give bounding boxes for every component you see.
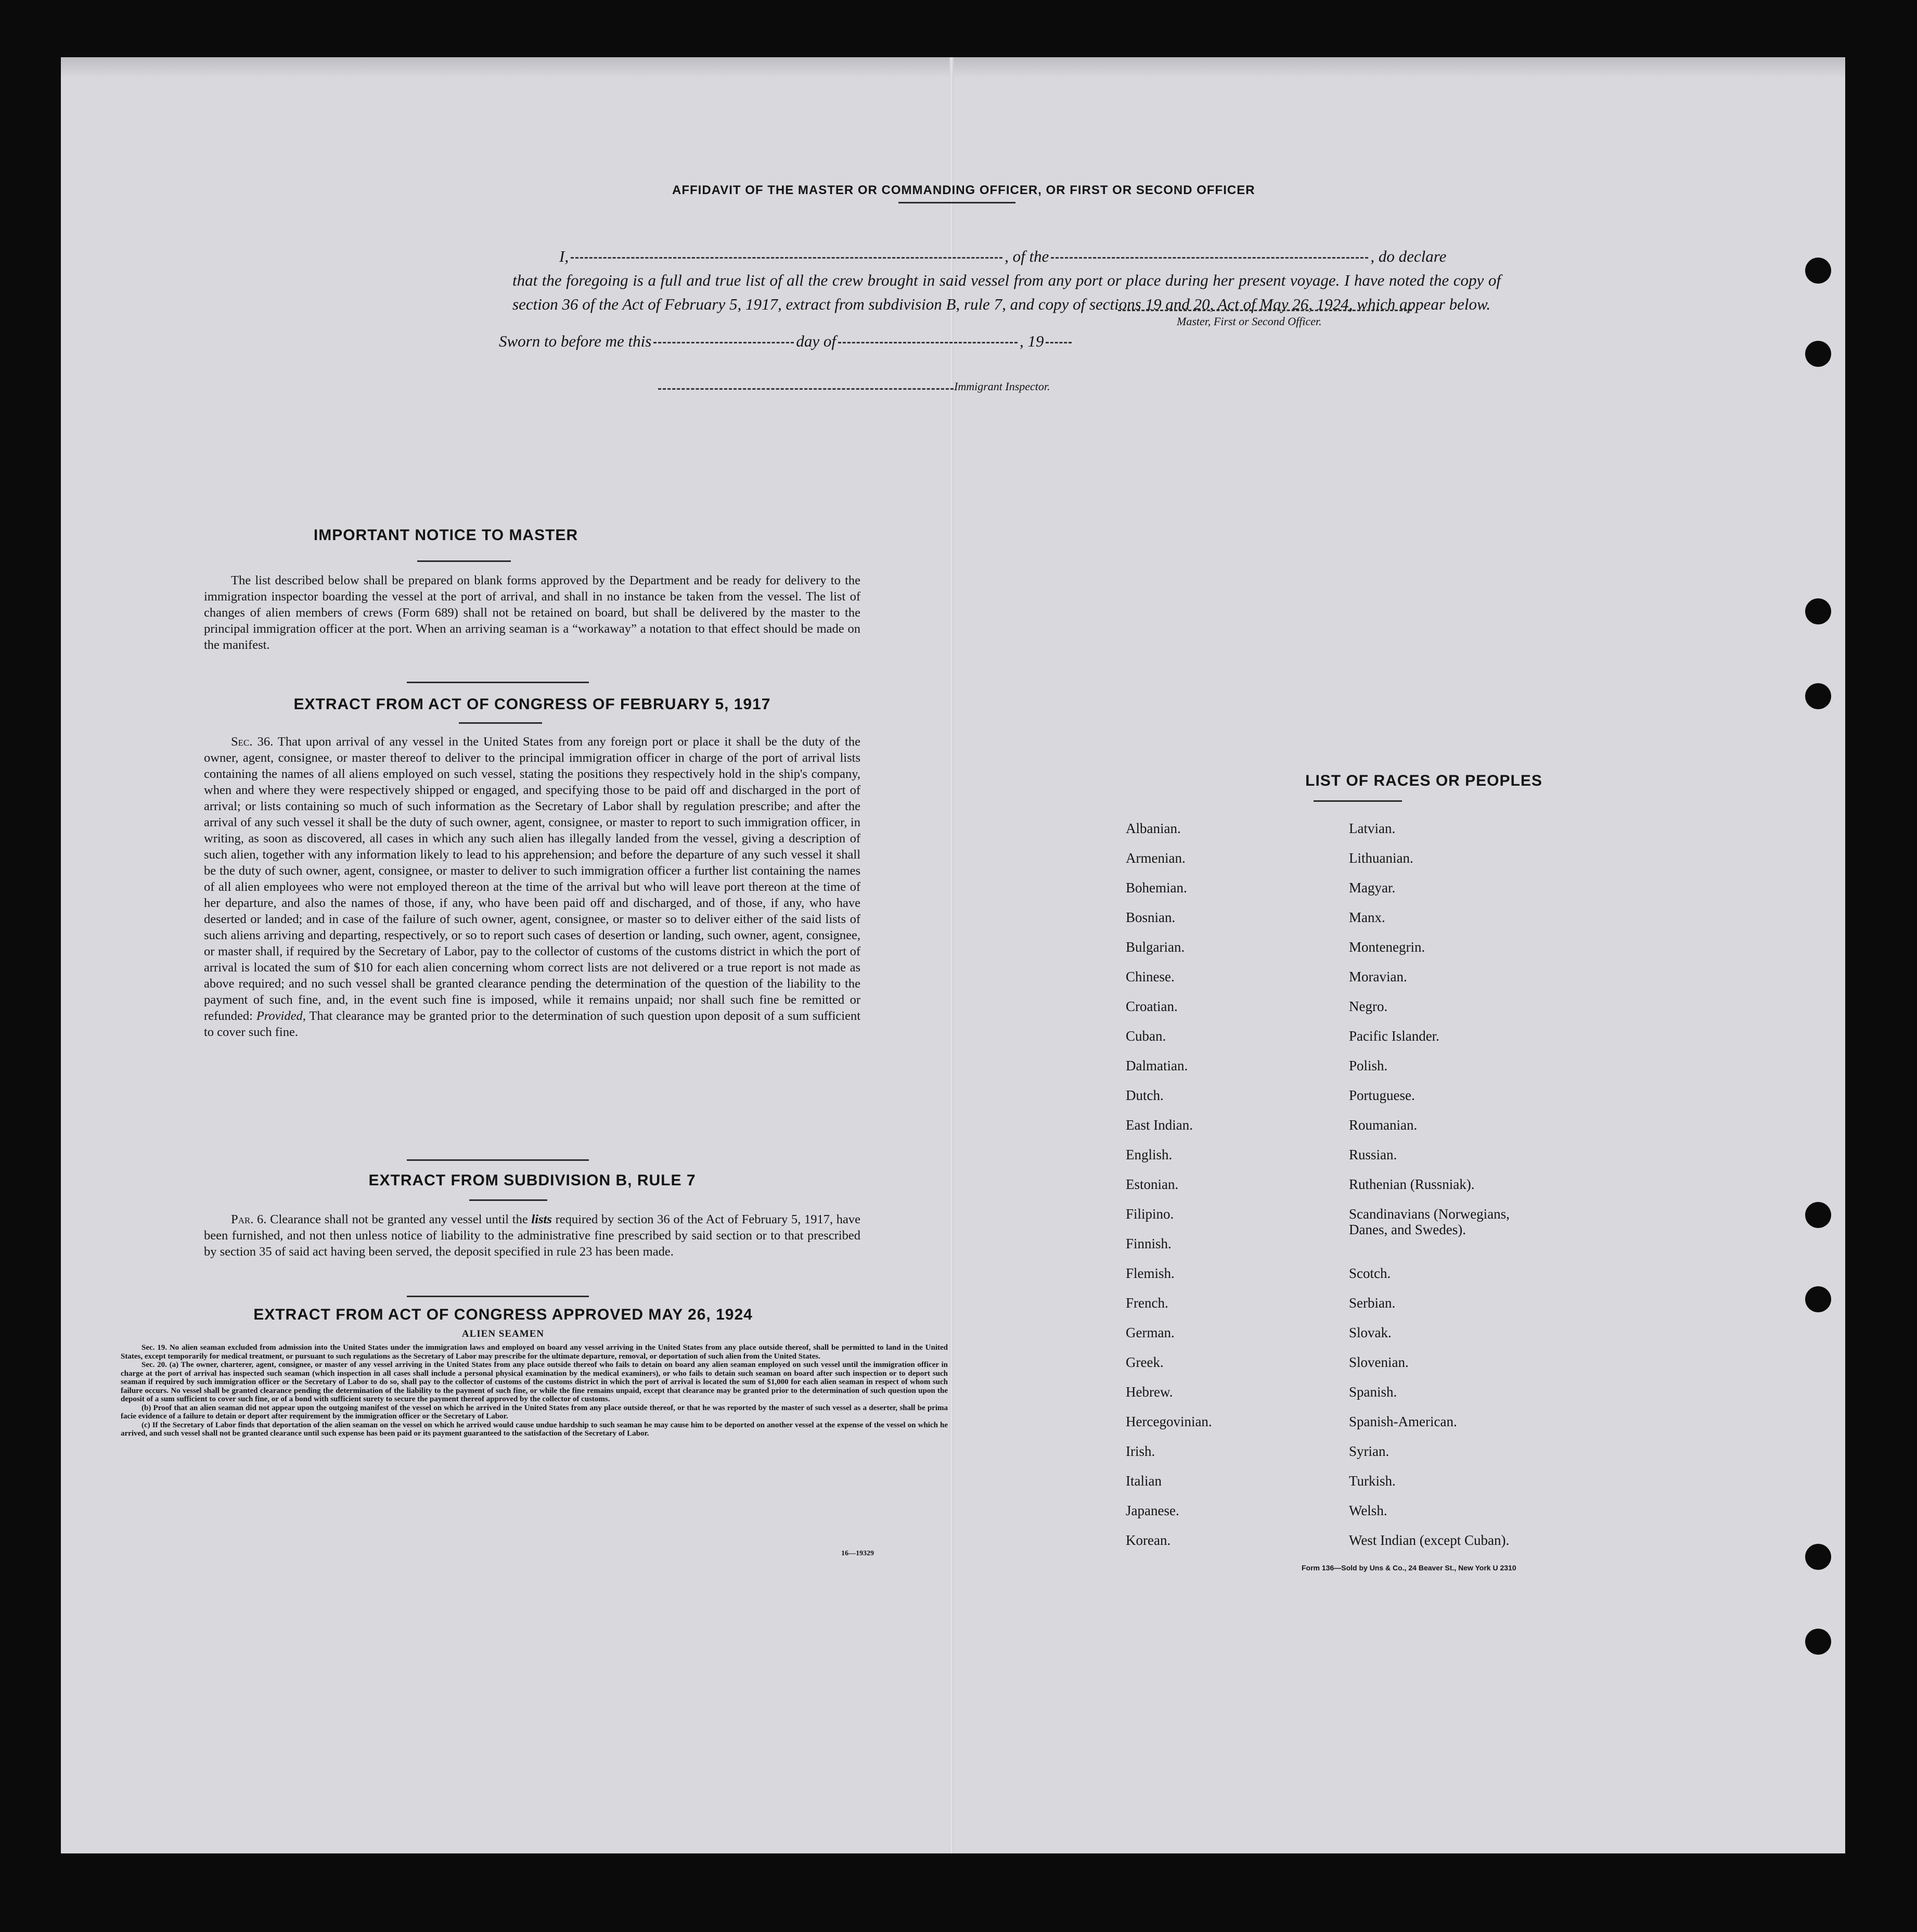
master-label: Master, First or Second Officer. [1177, 315, 1322, 328]
race-item: Cuban. [1126, 1028, 1166, 1044]
race-item: German. [1126, 1325, 1175, 1340]
inspector-label: Immigrant Inspector. [954, 380, 1050, 393]
form-code: 16—19329 [841, 1550, 874, 1557]
sec19-body: No alien seaman excluded from admission into the United States under the immigration laws and employed on board any vessel arriving in the United States from any place outside thereof, shall be permitted to land in the United States, except temporarily for medical treatment, or pursuant to such regulations as the Secretary of Labor may prescribe for the ultimate departure, removal, or deportation of such alien from the United States. [121, 1344, 948, 1361]
month-blank [838, 342, 1018, 343]
act1924-text [121, 1344, 948, 1438]
race-item: Filipino. [1126, 1206, 1174, 1222]
notice-title: IMPORTANT NOTICE TO MASTER [313, 527, 578, 544]
alien-seamen-subtitle: ALIEN SEAMEN [461, 1328, 545, 1339]
affidavit-title: AFFIDAVIT OF THE MASTER OR COMMANDING OFFICER, OR FIRST OR SECOND OFFICER [672, 183, 1255, 197]
race-item: Syrian. [1349, 1443, 1389, 1459]
race-item: English. [1126, 1147, 1173, 1162]
race-item: Greek. [1126, 1354, 1164, 1370]
binder-hole [1805, 1544, 1831, 1570]
title-underline [898, 202, 1015, 203]
race-item: Bohemian. [1126, 880, 1187, 895]
race-item: Hebrew. [1126, 1384, 1173, 1400]
race-item: Portuguese. [1349, 1087, 1415, 1103]
sec19-label: Sec. 19. [141, 1344, 167, 1352]
affidavit-of-the: , of the [1005, 247, 1049, 265]
races-rule [1314, 800, 1402, 802]
race-item: Japanese. [1126, 1503, 1179, 1518]
section-divider [407, 682, 589, 683]
binder-hole [1805, 1286, 1831, 1312]
rule7-rule [469, 1199, 547, 1201]
race-item: Slovenian. [1349, 1354, 1409, 1370]
race-item: Korean. [1126, 1532, 1171, 1548]
rule7-text-b: required by section 36 of the Act of February 5, 1917, have been furnished, and not then unless notice of liability to the administrative fine prescribed by said section or to that prescribed by section 35 of said act having been served, the deposit specified in rule 23 has been made. [204, 1212, 861, 1259]
sec36-end: That clearance may be granted prior to the determination of such question upon deposit of a sum sufficient to cover such fine. [204, 1009, 860, 1039]
race-item: East Indian. [1126, 1117, 1193, 1133]
vessel-blank [1051, 257, 1368, 259]
day-blank [653, 342, 794, 343]
race-item: Estonian. [1126, 1176, 1179, 1192]
act1917-rule [459, 722, 542, 724]
form-note: Form 136—Sold by Uns & Co., 24 Beaver St., New York U 2310 [1302, 1564, 1516, 1572]
affidavit-text [512, 245, 1501, 316]
race-item: West Indian (except Cuban). [1349, 1532, 1510, 1548]
race-item: Russian. [1349, 1147, 1397, 1162]
rule7-text [204, 1211, 860, 1260]
races-title: LIST OF RACES OR PEOPLES [1305, 772, 1542, 789]
affidavit-first-line [512, 245, 1501, 268]
race-item: Armenian. [1126, 850, 1186, 866]
sec36-label: Sec. 36. [231, 735, 274, 749]
race-item: Roumanian. [1349, 1117, 1418, 1133]
race-item: Spanish-American. [1349, 1414, 1457, 1429]
race-item: Serbian. [1349, 1295, 1396, 1311]
provided-text: Provided, [256, 1009, 306, 1023]
race-item: Bulgarian. [1126, 939, 1185, 955]
day-of-text: day of [796, 332, 836, 350]
race-item: Latvian. [1349, 821, 1396, 836]
race-item: Finnish. [1126, 1236, 1172, 1251]
sec20a [121, 1361, 948, 1404]
race-item: Scandinavians (Norwegians, Danes, and Swedes). [1349, 1206, 1510, 1237]
affidavit-i: I, [559, 247, 569, 265]
year-text: , 19 [1019, 332, 1044, 350]
race-item: Ruthenian (Russniak). [1349, 1176, 1475, 1192]
sec20c: (c) If the Secretary of Labor finds that deportation of the alien seaman on the vessel on which he arrived would cause undue hardship to such seaman he may cause him to be deported on another vessel at the expense of the vessel on which he arrived, and such vessel shall not be granted clearance until such expense has been paid or its payment guaranteed to the satisfaction of the Secretary of Labor. [121, 1421, 948, 1438]
sec20a-body: (a) The owner, charterer, agent, consignee, or master of any vessel arriving in the United States from any place outside thereof who fails to detain on board any alien seaman employed on such vessel until the immigration officer in charge at the port of arrival has inspected such seaman (which inspection in all cases shall include a personal physical examination by the medical examiners), or who fails to detain such seaman on board after such inspection or to deport such seaman if required by such immigration officer or the Secretary of Labor to do so, shall pay to the collector of customs of the customs district in which the port of arrival is located the sum of $1,000 for each alien seaman in respect of whom such failure occurs. No vessel shall be granted clearance pending the determination of the liability to the payment of such fine, or while the fine remains unpaid, except that clearance may be granted prior to the determination of such question upon the deposit of a sum sufficient to cover such fine, or of a bond with sufficient surety to secure the payment thereof approved by the collector of customs. [121, 1361, 948, 1403]
sec20b: (b) Proof that an alien seaman did not appear upon the outgoing manifest of the vessel on which he arrived in the United States from any place outside thereof, or that he was reported by the master of such vessel as a deserter, shall be prima facie evidence of a failure to detain or deport after requirement by the immigration officer or the Secretary of Labor. [121, 1403, 948, 1421]
lists-word: lists [531, 1212, 552, 1226]
year-blank [1046, 342, 1072, 343]
race-item: Manx. [1349, 910, 1385, 925]
binder-hole [1805, 598, 1831, 624]
sworn-text: Sworn to before me this [499, 332, 652, 350]
race-item: Spanish. [1349, 1384, 1397, 1400]
race-item: Negro. [1349, 999, 1388, 1014]
act1924-title: EXTRACT FROM ACT OF CONGRESS APPROVED MAY 26, 1924 [253, 1306, 753, 1323]
act1917-title: EXTRACT FROM ACT OF CONGRESS OF FEBRUARY 5, 1917 [293, 696, 771, 713]
race-item: Moravian. [1349, 969, 1407, 984]
race-item: Turkish. [1349, 1473, 1396, 1489]
race-item: Montenegrin. [1349, 939, 1425, 955]
race-item: Lithuanian. [1349, 850, 1413, 866]
binder-hole [1805, 258, 1831, 284]
document-page [61, 57, 1845, 1853]
race-item: Croatian. [1126, 999, 1178, 1014]
race-item: Albanian. [1126, 821, 1181, 836]
sec36-body: That upon arrival of any vessel in the United States from any foreign port or place it shall be the duty of the owner, agent, consignee, or master thereof to deliver to the principal immigration officer in charge of the port of arrival lists containing the names of all aliens employed on such vessel, stating the positions they respectively hold in the ship's company, when and where they were respectively shipped or engaged, and specifying those to be paid off and discharged in the port of arrival; or lists containing so much of such information as the Secretary of Labor shall by regulation prescribe; and after the arrival of any such vessel it shall be the duty of such owner, agent, consignee, or master to report to such immigration officer, in writing, as soon as discovered, all cases in which any such alien has illegally landed from the vessel, giving a description of such alien, together with any information likely to lead to his apprehension; and before the departure of any such vessel it shall be the duty of such owner, agent, consignee, or master to deliver to such immigration officer a further list containing the names of all alien employees who were not employed thereon at the time of the arrival but who will leave port thereon at the time of her departure, and also the names of those, if any, who have been paid off and discharged, and of those, if any, who have deserted or landed; and in case of the failure of such owner, agent, consignee, or master so to deliver either of the said lists of such aliens arriving and departing, respectively, or so to report such cases of desertion or landing, such owner, agent, consignee, or master shall, if required by the Secretary of Labor, pay to the collector of customs of the customs district in which the port of arrival is located the sum of $10 for each alien concerning whom correct lists are not delivered or a true report is not made as above required; and no such vessel shall be granted clearance pending the determination of the question of the liability to the payment of such fine, and, in the event such fine is imposed, while it remains unpaid; nor shall such fine be remitted or refunded: [204, 735, 860, 1023]
race-item: Italian [1126, 1473, 1162, 1489]
sec20-label: Sec. 20. [141, 1361, 167, 1369]
rule7-title: EXTRACT FROM SUBDIVISION B, RULE 7 [368, 1172, 696, 1189]
par6-label: Par. 6. [231, 1212, 267, 1226]
race-item: Irish. [1126, 1443, 1155, 1459]
inspector-signature-line [658, 388, 954, 390]
race-item: Slovak. [1349, 1325, 1392, 1340]
notice-text: The list described below shall be prepared on blank forms approved by the Department and be ready for delivery to the immigration inspector boarding the vessel at the port of arrival, and shall in no instance be taken from the vessel. The list of changes of alien members of crews (Form 689) shall not be retained on board, but shall be delivered by the master to the principal immigration officer at the port. When an arriving seaman is a “workaway” a notation to that effect should be made on the manifest. [204, 573, 860, 652]
sec19 [121, 1344, 948, 1361]
race-item: Welsh. [1349, 1503, 1387, 1518]
rule7-text-a: Clearance shall not be granted any vessel until the [270, 1212, 528, 1226]
section-divider-2 [407, 1159, 589, 1161]
notice-rule [417, 560, 511, 562]
race-item: Polish. [1349, 1058, 1388, 1073]
race-item: Bosnian. [1126, 910, 1176, 925]
binder-hole [1805, 341, 1831, 367]
race-item: Scotch. [1349, 1265, 1391, 1281]
page-fold [949, 57, 954, 1853]
race-item: Dutch. [1126, 1087, 1164, 1103]
binder-hole [1805, 683, 1831, 709]
race-item: Hercegovinian. [1126, 1414, 1212, 1429]
race-item: Chinese. [1126, 969, 1175, 984]
sworn-line [499, 332, 1074, 351]
affidavit-declare: , do declare [1370, 247, 1447, 265]
race-item: Magyar. [1349, 880, 1396, 895]
master-signature-line [1118, 310, 1412, 311]
binder-hole [1805, 1629, 1831, 1655]
affidavit-body: that the foregoing is a full and true list of all the crew brought in said vessel from any port or place during her present voyage. I have noted the copy of section 36 of the Act of February 5, 1917, extract from subdivision B, rule 7, and copy of sections 19 and 20, Act of May 26, 1924, which appear below. [512, 271, 1501, 313]
section-divider-3 [407, 1296, 589, 1297]
name-blank [571, 257, 1002, 259]
race-item: Pacific Islander. [1349, 1028, 1439, 1044]
race-item: Flemish. [1126, 1265, 1175, 1281]
binder-hole [1805, 1202, 1831, 1228]
race-item: French. [1126, 1295, 1168, 1311]
race-item: Dalmatian. [1126, 1058, 1188, 1073]
act1917-text [204, 734, 860, 1040]
